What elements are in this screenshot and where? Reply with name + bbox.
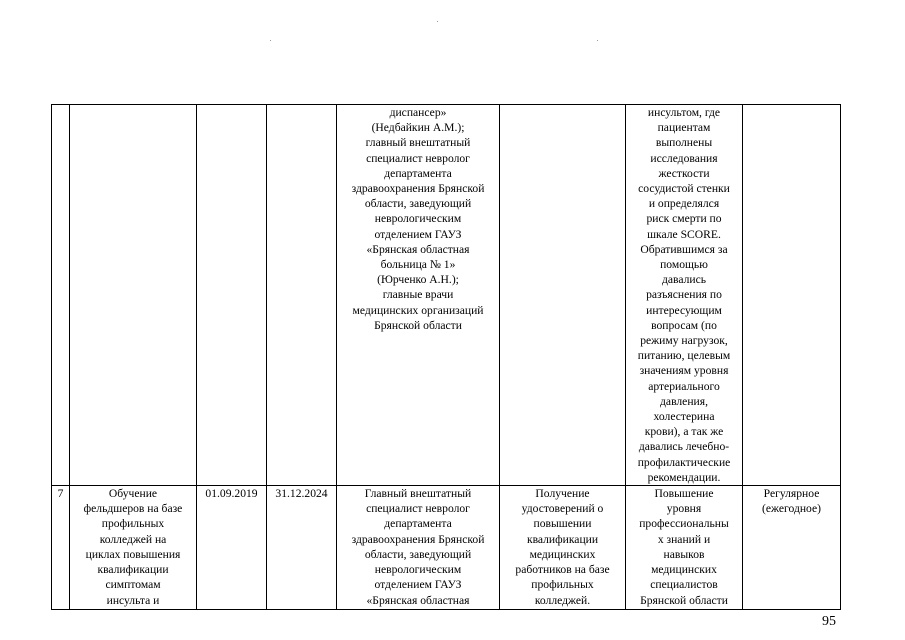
cell-expected <box>500 105 626 486</box>
cell-text-line: Получение <box>535 487 590 501</box>
cell-text-line: удостоверений о <box>521 502 604 516</box>
cell-text-line: пациентам <box>657 121 711 135</box>
cell-text-line: шкале SCORE. <box>647 227 721 241</box>
cell-text-line: Повышение <box>654 487 714 501</box>
cell-text-line: (Недбайкин А.М.); <box>371 121 465 135</box>
cell-text-line: здравоохранения Брянской <box>351 532 485 546</box>
cell-text-line: медицинских <box>529 547 596 561</box>
cell-text-line: отделением ГАУЗ <box>374 227 462 241</box>
cell-text-line: «Брянская областная <box>366 593 470 607</box>
cell-text-line: больница № 1» <box>380 258 456 272</box>
cell-text-line: симптомам <box>105 578 161 592</box>
cell-text-line: главные врачи <box>382 288 454 302</box>
cell-text-line: колледжей на <box>99 532 167 546</box>
cell-text-line: давались <box>661 273 707 287</box>
cell-text-line: «Брянская областная <box>366 242 470 256</box>
cell-text-line: неврологическим <box>374 563 462 577</box>
cell-text-line: работников на базе <box>515 563 610 577</box>
scan-speck <box>270 40 271 41</box>
cell-text-line: выполнены <box>655 136 713 150</box>
cell-text-line: Главный внештатный <box>364 487 472 501</box>
cell-text-line: циклах повышения <box>85 547 181 561</box>
cell-start-date <box>197 105 267 486</box>
cell-text-line: навыков <box>663 547 705 561</box>
cell-text-line: инсульта и <box>106 593 160 607</box>
cell-text-line: вопросам (по <box>651 318 717 332</box>
cell-text-line: фельдшеров на базе <box>83 502 183 516</box>
page-number: 95 <box>822 614 836 629</box>
cell-text-line: исследования <box>650 151 718 165</box>
cell-text-line: департамента <box>384 517 452 531</box>
cell-text-line: холестерина <box>653 410 715 424</box>
cell-text-line: (ежегодное) <box>762 502 821 516</box>
cell-responsible <box>337 486 500 610</box>
cell-end-date <box>267 105 337 486</box>
cell-activity <box>70 486 197 610</box>
table-row-continuation <box>52 105 841 486</box>
cell-text-line: области, заведующий <box>364 197 472 211</box>
cell-text-line: артериального <box>648 379 720 393</box>
cell-text-line: Брянской области <box>640 593 728 607</box>
cell-text-line: квалификации <box>526 532 599 546</box>
cell-text-line: квалификации <box>97 563 169 577</box>
cell-text-line: специалист невролог <box>366 151 470 165</box>
cell-text-line: х знаний и <box>657 532 711 546</box>
cell-text-line: Обратившимся за <box>640 242 728 256</box>
cell-activity <box>70 105 197 486</box>
cell-text-line: повышении <box>533 517 592 531</box>
cell-text-line: инсультом, где <box>647 106 721 119</box>
cell-text-line: значениям уровня <box>639 364 729 378</box>
cell-frequency <box>743 486 841 610</box>
cell-text-line: профилактические <box>637 455 731 469</box>
cell-text-line: медицинских <box>651 563 717 577</box>
cell-text-line: Брянской области <box>374 318 462 332</box>
cell-text-line: главный внештатный <box>365 136 471 150</box>
cell-text-line: Обучение <box>108 487 158 501</box>
cell-text-line: интересующим <box>646 303 722 317</box>
cell-text-line: медицинских организаций <box>352 303 484 317</box>
cell-text-line: специалистов <box>650 578 718 592</box>
cell-text-line: давались лечебно- <box>638 440 730 454</box>
scan-speck <box>597 40 598 41</box>
cell-start-date: 01.09.2019 <box>197 486 267 610</box>
cell-text-line: и определялся <box>648 197 720 211</box>
scan-speck <box>437 21 438 22</box>
cell-result <box>626 105 743 486</box>
cell-text-line: здравоохранения Брянской <box>351 182 485 196</box>
cell-text-line: риск смерти по <box>646 212 722 226</box>
cell-text-line: рекомендации. <box>647 470 721 484</box>
cell-text-line: специалист невролог <box>366 502 470 516</box>
cell-text-line: помощью <box>660 258 708 272</box>
cell-num <box>52 105 70 486</box>
cell-expected <box>500 486 626 610</box>
cell-frequency <box>743 105 841 486</box>
cell-text-line: неврологическим <box>374 212 462 226</box>
cell-text-line: Регулярное <box>763 487 820 501</box>
cell-text-line: уровня <box>666 502 702 516</box>
cell-end-date: 31.12.2024 <box>267 486 337 610</box>
cell-num: 7 <box>52 486 70 610</box>
cell-text-line: питанию, целевым <box>637 349 731 363</box>
cell-text-line: департамента <box>384 166 452 180</box>
cell-responsible <box>337 105 500 486</box>
cell-text-line: диспансер» <box>389 106 447 119</box>
cell-text-line: сосудистой стенки <box>638 182 730 196</box>
cell-text-line: области, заведующий <box>364 547 472 561</box>
table-row-7 <box>52 486 841 610</box>
cell-text-line: профессиональны <box>639 517 729 531</box>
cell-text-line: (Юрченко А.Н.); <box>377 273 459 287</box>
cell-text-line: разъяснения по <box>646 288 722 302</box>
cell-text-line: отделением ГАУЗ <box>374 578 462 592</box>
document-table <box>51 104 841 610</box>
cell-text-line: режиму нагрузок, <box>640 334 728 348</box>
cell-text-line: жесткости <box>658 166 710 180</box>
cell-text-line: профильных <box>101 517 165 531</box>
cell-text-line: крови), а так же <box>644 425 724 439</box>
cell-text-line: профильных <box>531 578 594 592</box>
cell-text-line: давления, <box>660 394 708 408</box>
cell-text-line: колледжей. <box>534 593 591 607</box>
cell-result <box>626 486 743 610</box>
